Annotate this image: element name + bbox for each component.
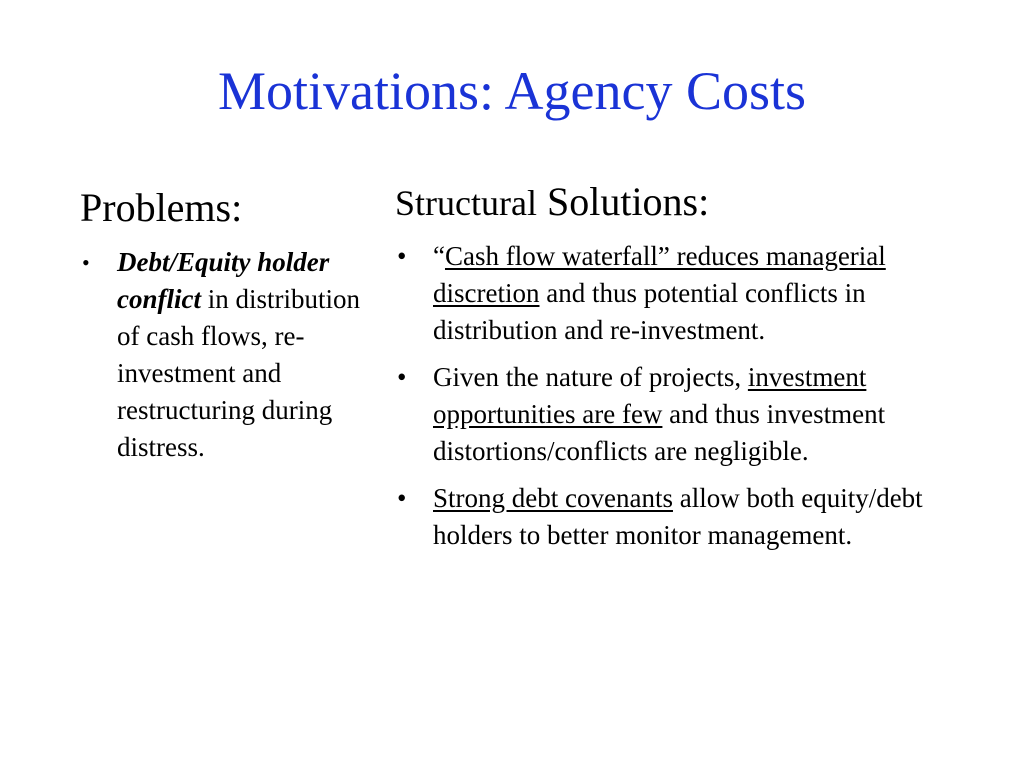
underlined-text: investment opportunities are few [433,362,867,429]
list-item [80,244,370,466]
slide-title: Motivations: Agency Costs [217,61,806,121]
solutions-heading-prefix: Structural [395,183,537,223]
underlined-text: Cash flow waterfall” reduces managerial discretion [433,241,886,308]
list-item [395,480,965,554]
problems-heading: Problems: [80,185,243,230]
problems-list [80,244,370,466]
bullet-icon: • [82,250,90,275]
underlined-text: Strong debt covenants [433,483,673,513]
item-text: and thus investment distortions/conflicts are negligible. [433,399,886,466]
problems-column [80,186,370,466]
solutions-list [395,238,965,554]
solutions-heading-main: Solutions: [546,179,710,224]
item-text: and thus potential conflicts in distribution and re-investment. [433,278,866,345]
solutions-column [395,180,965,564]
bullet-icon: • [397,241,407,271]
bullet-icon: • [397,483,407,513]
item-text: allow both equity/debt holders to better monitor management. [433,483,923,550]
list-item [395,359,965,470]
item-text: in distribution of cash flows, re-investment and restructuring during distress. [117,284,360,462]
bullet-icon: • [397,362,407,392]
solutions-heading [395,180,965,224]
list-item [395,238,965,349]
emphasis-text: Debt/Equity holder conflict [117,247,330,314]
item-prefix: “ [433,241,445,271]
item-prefix: Given the nature of projects, [433,362,748,392]
